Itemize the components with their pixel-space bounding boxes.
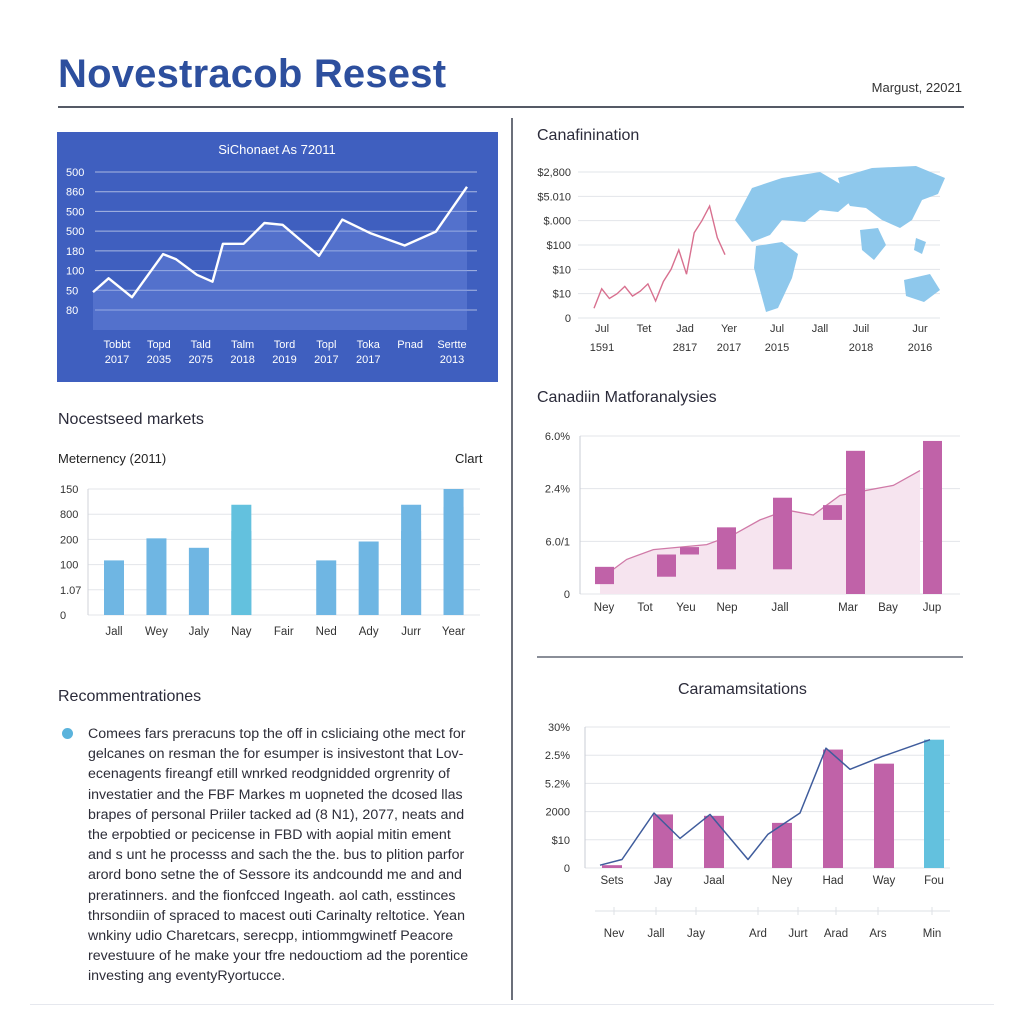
x-tick-label: Had <box>822 875 844 887</box>
recommendation-line: investing ang eventyRyortucce. <box>88 968 286 985</box>
y-tick-label: 1.07 <box>60 584 82 597</box>
markets-bar-chart <box>50 478 490 643</box>
x-tick-year: 2817 <box>672 342 698 354</box>
bar <box>401 505 421 615</box>
page-title: Novestracob Resest <box>58 52 447 96</box>
bar <box>704 816 724 868</box>
x-tick-year: 2016 <box>907 342 933 354</box>
y-tick-label: $.000 <box>543 215 571 228</box>
secondary-x-tick-label: Ard <box>749 928 767 940</box>
y-tick-label: $5.010 <box>537 191 571 204</box>
markets-section-title: Nocestseed markets <box>58 411 204 428</box>
recommendation-line: the erpobtied or pecicense in FBD with aopial mitin ement <box>88 827 451 844</box>
recommendation-line: brapes of personal Priiler tacked ad (8 N1), 2077, neats and <box>88 806 465 823</box>
x-tick-year: 2075 <box>188 354 213 366</box>
landmass <box>838 166 945 228</box>
bar <box>359 542 379 616</box>
landmass <box>914 238 926 254</box>
y-tick-label: 180 <box>66 245 85 258</box>
y-tick-label: 2000 <box>545 806 570 819</box>
x-tick-year: 2015 <box>764 342 790 354</box>
bar <box>924 740 944 868</box>
recommendation-line: investatier and the FBF Markes m uopneted the dcosed llas <box>88 786 463 803</box>
y-tick-label: 500 <box>66 206 85 219</box>
secondary-x-tick-label: Jurt <box>788 928 808 940</box>
x-tick-label: Jur <box>912 323 928 335</box>
secondary-x-tick-label: Jay <box>687 928 705 940</box>
recommendation-line: thrsondiin of spraced to macest outi Carinalty reltotice. Yean <box>88 907 465 924</box>
x-tick-year: 1591 <box>589 342 615 354</box>
header-divider <box>58 106 964 108</box>
x-tick-label: Tobbt <box>103 339 131 351</box>
x-tick-label: Sertte <box>437 339 467 351</box>
x-tick-label: Bay <box>878 602 898 614</box>
series-line <box>594 206 725 308</box>
x-tick-label: Year <box>441 626 466 638</box>
x-tick-label: Ney <box>771 875 793 887</box>
x-tick-label: Jul <box>594 323 610 335</box>
y-tick-label: 6.0/1 <box>545 536 570 549</box>
bar <box>680 547 699 554</box>
page-bottom-edge <box>30 1004 994 1005</box>
x-tick-year: 2013 <box>439 354 465 366</box>
x-tick-year: 2018 <box>848 342 874 354</box>
x-tick-label: Jaal <box>703 875 725 887</box>
markets-chart-right-label: Clart <box>455 451 483 466</box>
landmass <box>735 172 850 242</box>
secondary-x-tick-label: Nev <box>603 928 625 940</box>
y-tick-label: $10 <box>552 264 571 277</box>
y-tick-label: $10 <box>551 834 570 847</box>
y-tick-label: 80 <box>66 305 79 317</box>
bar <box>104 560 124 615</box>
x-tick-label: Topl <box>316 339 337 351</box>
landmass <box>754 242 798 312</box>
y-tick-label: 30% <box>547 722 570 734</box>
x-tick-label: Fair <box>273 626 294 638</box>
recommendations-body <box>88 724 484 987</box>
x-tick-label: Jurr <box>401 626 422 638</box>
recommendation-line: revestuure of he make your tfre nedouctiom ad the porentice <box>88 948 469 965</box>
x-tick-year: 2035 <box>146 354 172 366</box>
map-line-chart <box>520 150 960 365</box>
y-tick-label: $2,800 <box>537 167 571 179</box>
x-tick-label: Ney <box>593 602 615 614</box>
x-tick-label: Jup <box>922 602 942 614</box>
map-section-title: Canafinination <box>537 127 640 144</box>
blue-line-chart-panel <box>57 132 498 382</box>
x-tick-label: Tald <box>190 339 211 351</box>
x-tick-label: Nay <box>231 626 252 638</box>
recommendation-line: wnkiny udio Charetcars, serecpp, intiommgwinetf Peacore <box>88 928 454 945</box>
y-tick-label: 2.4% <box>544 483 570 496</box>
x-tick-label: Talm <box>231 339 255 351</box>
y-tick-label: $10 <box>552 288 571 301</box>
x-tick-label: Jay <box>654 875 672 887</box>
column-divider <box>511 118 513 1000</box>
x-tick-label: Yer <box>720 323 738 335</box>
blue-line-chart <box>57 132 498 382</box>
bar <box>823 505 842 520</box>
x-tick-label: Tot <box>637 602 653 614</box>
x-tick-label: Mar <box>838 602 858 614</box>
y-tick-label: 6.0% <box>544 431 570 443</box>
y-tick-label: $100 <box>546 240 571 252</box>
bar <box>717 527 736 569</box>
secondary-x-tick-label: Jall <box>647 928 665 940</box>
recommendation-line: ecenagents fireangf etill wnrked reodgnidded orgrenrity of <box>88 766 451 783</box>
report-date: Margust, 22021 <box>871 80 962 95</box>
x-tick-label: Topd <box>146 339 171 351</box>
landmass <box>860 228 886 260</box>
x-tick-year: 2017 <box>314 354 339 366</box>
x-tick-year: 2017 <box>356 354 381 366</box>
y-tick-label: 0 <box>563 589 570 601</box>
x-tick-label: Tord <box>273 339 296 351</box>
bar <box>657 555 676 577</box>
x-tick-year: 2017 <box>716 342 742 354</box>
caramsmitations-section-title: Caramamsitations <box>678 681 807 698</box>
x-tick-label: Wey <box>145 626 168 638</box>
recommendations-section-title: Recommentrationes <box>58 688 202 705</box>
y-tick-label: 150 <box>60 484 79 496</box>
y-tick-label: 0 <box>564 313 571 325</box>
x-tick-year: 2018 <box>230 354 255 366</box>
bar <box>444 489 464 615</box>
world-map-illustration <box>735 166 945 312</box>
y-tick-label: 500 <box>66 167 85 179</box>
x-tick-label: Jad <box>676 323 694 335</box>
x-tick-year: 2017 <box>104 354 130 366</box>
x-tick-label: Ady <box>358 626 379 638</box>
y-tick-label: 50 <box>66 285 79 298</box>
x-tick-label: Ned <box>315 626 337 638</box>
bar <box>146 538 166 615</box>
canadian-bar-chart <box>530 422 960 617</box>
secondary-x-tick-label: Min <box>922 928 942 940</box>
x-tick-label: Jall <box>811 323 829 335</box>
markets-chart-subtitle: Meternency (2011) <box>58 451 167 466</box>
canadian-section-title: Canadiin Matforanalysies <box>537 389 717 406</box>
bullet-dot-icon <box>62 728 73 739</box>
x-tick-label: Nep <box>716 602 738 614</box>
bar <box>316 560 336 615</box>
chart-title: SiChonaet As 72011 <box>218 142 336 157</box>
x-tick-label: Pnad <box>397 339 423 351</box>
y-tick-label: 800 <box>60 509 79 522</box>
bar <box>602 865 622 868</box>
y-tick-label: 500 <box>66 226 85 239</box>
series-area <box>93 187 467 330</box>
y-tick-label: 100 <box>60 559 79 572</box>
recommendation-line: Comees fars preracuns top the off in csliciaing othe mect for <box>88 726 466 742</box>
x-tick-label: Fou <box>924 875 944 887</box>
y-tick-label: 0 <box>563 863 570 875</box>
y-tick-label: 2.5% <box>544 750 570 763</box>
bar <box>823 750 843 868</box>
y-tick-label: 0 <box>60 610 67 622</box>
bar <box>595 567 614 584</box>
bar <box>923 441 942 594</box>
bar <box>874 764 894 868</box>
bar <box>773 498 792 570</box>
secondary-x-tick-label: Arad <box>823 928 849 940</box>
secondary-x-tick-label: Ars <box>869 928 887 940</box>
x-tick-label: Juil <box>852 323 870 335</box>
section-divider <box>537 656 963 658</box>
x-tick-label: Jall <box>771 602 789 614</box>
recommendation-line: arord bono setne the of Sessore its andcoundd me and and <box>88 867 462 884</box>
x-tick-label: Jul <box>769 323 785 335</box>
x-tick-label: Way <box>872 875 896 887</box>
recommendation-line: gelcanes on resman the for esumper is insivestont that Lov- <box>88 746 464 763</box>
y-tick-label: 100 <box>66 265 85 278</box>
y-tick-label: 200 <box>60 534 79 547</box>
recommendation-line: and s unt he processs and sach the the. bus to plition parfor <box>88 847 465 864</box>
x-tick-label: Tet <box>636 323 652 335</box>
highlight-bar <box>231 505 251 615</box>
x-tick-year: 2019 <box>272 354 297 366</box>
recommendation-line: preratinners. and the fionfcced Ingeath. aol cath, esstinces <box>88 887 456 904</box>
x-tick-label: Jaly <box>188 626 210 638</box>
x-tick-label: Toka <box>356 339 380 351</box>
x-tick-label: Yeu <box>676 602 696 614</box>
y-tick-label: 860 <box>66 186 85 199</box>
bar <box>846 451 865 594</box>
landmass <box>904 274 940 302</box>
x-tick-label: Sets <box>600 875 624 887</box>
x-tick-label: Jall <box>105 626 123 638</box>
caramsmitations-chart <box>530 708 960 948</box>
y-tick-label: 5.2% <box>544 778 570 791</box>
bar <box>189 548 209 615</box>
